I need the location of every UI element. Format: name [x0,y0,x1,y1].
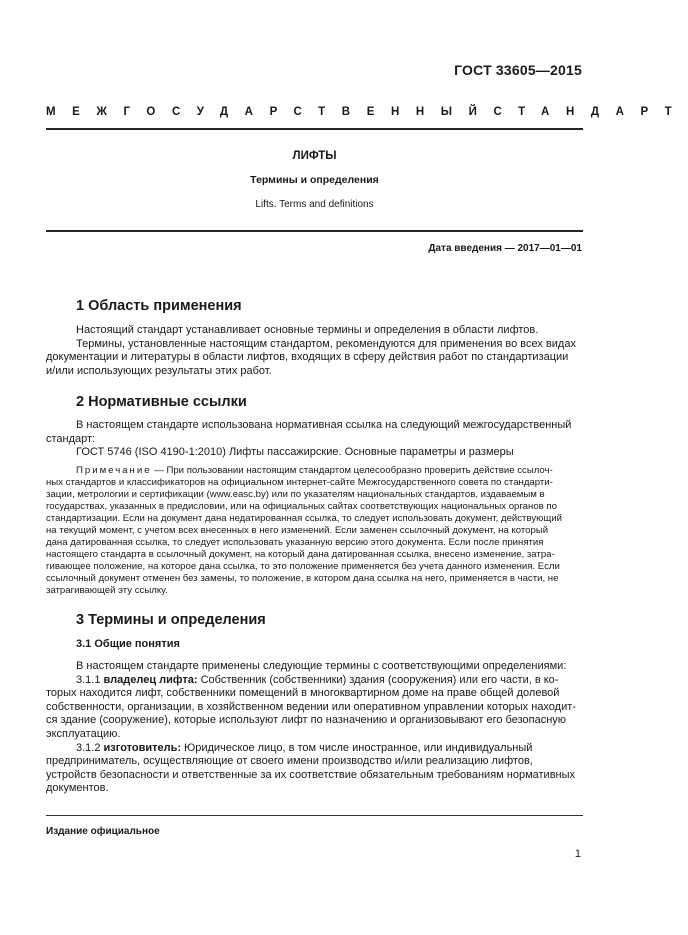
note-line: государствах, указанных в предисловии, или на официальных сайтах соответствующих национальных органов по [46,501,557,512]
note-label: Примечание [76,465,152,476]
text-line: ся здание (сооружение), которые используют лифт по назначению и организовывают его безопасную [46,714,567,727]
document-code: ГОСТ 33605—2015 [454,62,582,78]
reference-gost-5746: ГОСТ 5746 (ISO 4190-1:2010) Лифты пассажирские. Основные параметры и размеры [76,446,514,459]
note-line: затрагивающей эту ссылку. [46,585,168,596]
text-line: эксплуатацию. [46,727,121,740]
text-line: В настоящем стандарте использована нормативная ссылка на следующий межгосударственный [76,419,572,431]
section-2-heading: 2 Нормативные ссылки [76,394,247,410]
text-line: предприниматель, осуществляющие от своего имени производство и/или реализацию лифтов, [46,755,533,768]
doc-title: ЛИФТЫ [292,150,337,162]
text-line: устройств безопасности и ответственные за их соответствие обязательным требованиям нормативных [46,768,576,781]
doc-subtitle: Термины и определения [250,174,379,186]
text-line: Настоящий стандарт устанавливает основные термины и определения в области лифтов. [76,324,539,336]
note-line: Примечание — При пользовании настоящим стандартом целесообразно проверить действие ссылоч- [76,465,553,476]
doc-title-english: Lifts. Terms and definitions [255,199,374,210]
note-line: дана датированная ссылка, то следует использовать указанную версию этого документа. Если после принятия [46,537,544,548]
text-line: документации и литературы в области лифтов, входящих в сферу действия работ по стандартизации [46,351,569,364]
official-edition-label: Издание официальное [46,826,160,837]
section-1-body [46,324,583,378]
interstate-standard-banner [46,106,688,118]
note-line: ных стандартов и классификаторов на официальном интернет-сайте Межгосударственного совета по стандарти- [46,477,553,488]
term-3-1-1: 3.1.1 владелец лифта: Собственник (собственники) здания (сооружения) или его части, в ко- [76,673,559,686]
text-line: торых находится лифт, собственники помещений в многоквартирном доме на праве общей долевой [46,687,560,700]
text-line: и/или использующих результаты этих работ. [46,364,272,377]
section-3-heading: 3 Термины и определения [76,612,266,628]
text-line: собственности, организации, в хозяйственном ведении или оперативном управлении которых находит- [46,700,576,713]
note-line: гивающее положение, на которое дана ссылка, то это положение применяется без учета данного изменения. Если [46,561,560,572]
note-line: стандартизации. Если на документ дана недатированная ссылка, то следует использовать документ, действующий [46,513,562,524]
term-3-1-2: 3.1.2 изготовитель: Юридическое лицо, в том числе иностранное, или индивидуальный [76,741,533,754]
header-rule [46,128,583,130]
section-2-note [46,465,583,597]
term-name: владелец лифта: [103,673,198,686]
banner-word-interstate: МЕЖГОСУДАРСТВЕННЫЙ [46,106,494,118]
text-line: В настоящем стандарте применены следующие термины с соответствующими определениями: [76,660,567,672]
page-number: 1 [574,848,581,860]
subsection-3-1-heading: 3.1 Общие понятия [76,638,180,650]
section-3-body [46,660,583,796]
text-line: стандарт: [46,432,96,445]
text-line: документов. [46,782,109,795]
banner-word-standard: СТАНДАРТ [493,106,688,118]
title-rule [46,230,583,232]
term-name: изготовитель: [103,741,182,754]
section-2-body [46,419,583,460]
note-line: зации, метрологии и сертификации (www.easc.by) или по указателям национальных стандартов, издаваемым в [46,489,545,500]
note-line: ссылочный документ отменен без замены, то положение, в котором дана ссылка на него, применяется в части, не [46,573,559,584]
footer-rule [46,815,583,816]
section-1-heading: 1 Область применения [76,298,242,314]
note-line: на текущий момент, с учетом всех внесенных в него изменений. Если заменен ссылочный документ, на который [46,525,549,536]
text-line: Термины, установленные настоящим стандартом, рекомендуются для применения во всех видах [76,337,576,350]
note-line: настоящего стандарта в ссылочный документ, на который дана датированная ссылка, внесено изменение, затра- [46,549,555,560]
introduction-date: Дата введения — 2017—01—01 [428,243,582,254]
